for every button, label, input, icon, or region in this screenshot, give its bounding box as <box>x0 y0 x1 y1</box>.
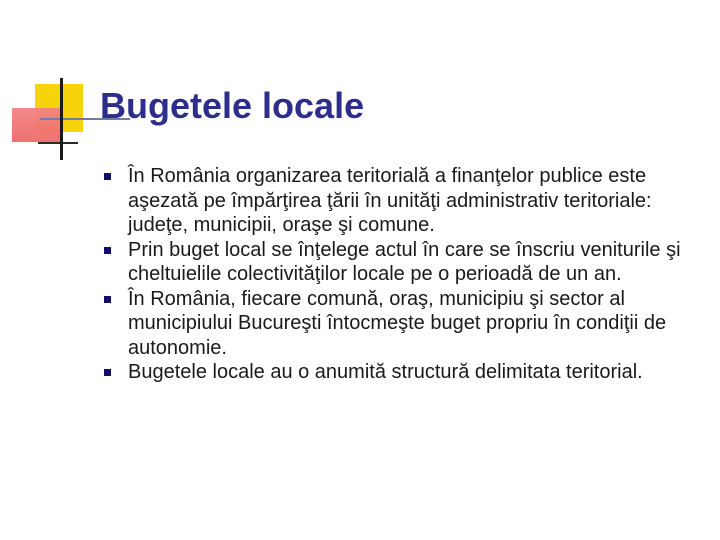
bullet-list <box>100 164 700 385</box>
square-bullet-icon <box>104 369 111 376</box>
logo-vertical-line <box>60 78 63 160</box>
bullet-item <box>100 360 700 385</box>
bullet-text: Prin buget local se înţelege actul în care se înscriu veniturile şi cheltuielile colectivităţilor locale pe o perioadă de un an. <box>128 238 681 285</box>
slide-title: Bugetele locale <box>100 85 365 126</box>
square-bullet-icon <box>104 296 111 303</box>
bullet-item <box>100 164 700 238</box>
square-bullet-icon <box>104 173 111 180</box>
bullet-item <box>100 287 700 361</box>
bullet-item <box>100 238 700 287</box>
square-bullet-icon <box>104 247 111 254</box>
bullet-text: În România organizarea teritorială a finanţelor publice este aşezată pe împărţirea ţării în unităţi administrativ teritoriale: judeţe, municipii, oraşe şi comune. <box>128 165 652 236</box>
logo-horizontal-line-dark <box>38 142 78 144</box>
bullet-text: Bugetele locale au o anumită structură delimitata teritorial. <box>128 361 643 383</box>
bullet-text: În România, fiecare comună, oraş, municipiu şi sector al municipiului Bucureşti întocmeşte buget propriu în condiţii de autonomie. <box>128 287 667 359</box>
logo-red-square <box>12 108 60 142</box>
